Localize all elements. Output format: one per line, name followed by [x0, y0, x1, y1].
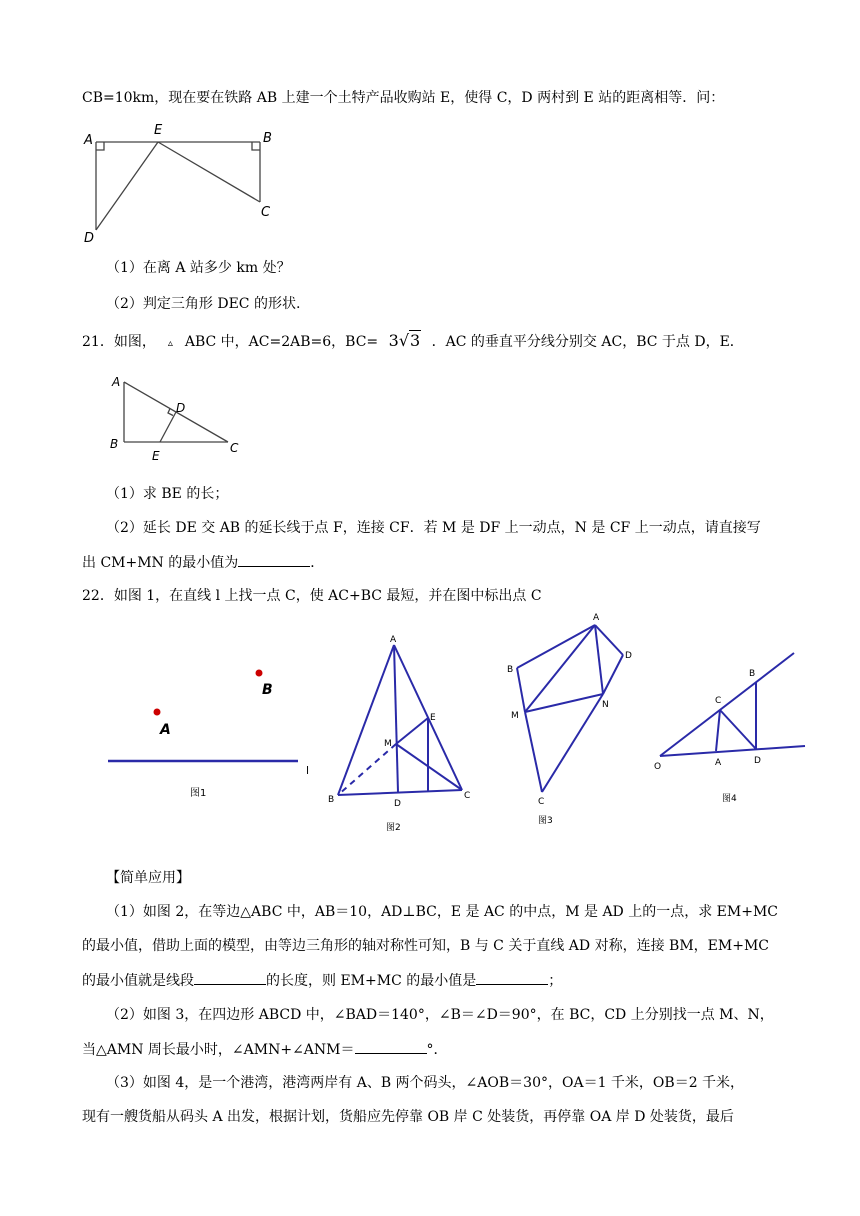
label-M: M: [384, 739, 392, 749]
application-3-cont: 现有一艘货船从码头 A 出发，根据计划，货船应先停靠 OB 岸 C 处装货，再停靠 OA 岸 D 处装货，最后: [82, 1109, 734, 1125]
problem-21-text: [82, 331, 744, 354]
label-C: C: [715, 696, 722, 706]
figure-4: [650, 645, 810, 815]
label-D: D: [84, 231, 95, 246]
q21-rest: ．AC 的垂直平分线分别交 AC，BC 于点 D，E．: [431, 334, 744, 350]
figure-railway-villages: [80, 118, 280, 248]
caption: 图1: [190, 788, 207, 799]
label-B: B: [263, 131, 272, 146]
application-2-text: （2）如图 3，在四边形 ABCD 中，∠BAD＝140°，∠B＝∠D＝90°，在 BC，CD 上分别找一点 M、N，: [106, 1007, 774, 1023]
label-D: D: [176, 401, 186, 415]
label-A: A: [593, 613, 600, 623]
application-1-cont: 的最小值，借助上面的模型，由等边三角形的轴对称性可知，B 与 C 关于直线 AD 对称，连接 BM，EM+MC: [82, 938, 769, 954]
label-M: M: [511, 711, 519, 721]
label-C: C: [230, 441, 239, 455]
triangle-symbol: ▵: [167, 338, 173, 349]
figure-triangle-abc: [104, 370, 254, 465]
label-A: A: [84, 133, 93, 148]
label-B: B: [110, 437, 119, 451]
application-1-blanks: 的最小值就是线段 的长度，则 EM+MC 的最小值是 ；: [82, 970, 562, 991]
section-heading: 【简单应用】: [106, 870, 190, 886]
application-1-text: （1）如图 2，在等边△ABC 中，AB＝10，AD⊥BC，E 是 AC 的中点，M 是 AD 上的一点，求 EM+MC: [106, 904, 779, 920]
label-O: O: [654, 762, 662, 772]
figure-1: [100, 650, 350, 800]
problem-21-part1: （1）求 BE 的长；: [106, 486, 229, 502]
q21-given: ABC 中，AC=2AB=6，BC=: [184, 334, 379, 350]
label-l: l: [306, 764, 310, 777]
label-A: A: [112, 375, 121, 389]
q21-intro: 21．如图，: [82, 334, 156, 350]
label-E: E: [430, 713, 436, 723]
label-D: D: [394, 799, 401, 809]
label-B: B: [507, 665, 514, 675]
label-E: E: [154, 123, 163, 138]
problem-21-part2-cont: 出 CM+MN 的最小值为 ．: [82, 552, 324, 573]
label-C: C: [261, 205, 271, 220]
problem-22-text: 22．如图 1，在直线 l 上找一点 C，使 AC+BC 最短，并在图中标出点 C: [82, 588, 542, 604]
answer-blank-min[interactable]: [476, 970, 548, 985]
application-2-blank: 当△AMN 周长最小时，∠AMN+∠ANM＝ °．: [82, 1039, 448, 1060]
caption: 图2: [386, 823, 401, 833]
caption: 图3: [538, 816, 553, 826]
label-A: A: [160, 722, 171, 738]
figure-2: [324, 630, 484, 835]
label-N: N: [602, 700, 609, 710]
problem-20-part1: （1）在离 A 站多少 km 处？: [106, 260, 291, 276]
answer-blank-segment[interactable]: [194, 970, 266, 985]
label-C: C: [464, 791, 471, 801]
label-B: B: [262, 682, 273, 698]
caption: 图4: [722, 794, 737, 804]
answer-blank-angle[interactable]: [355, 1039, 427, 1054]
label-D: D: [625, 651, 632, 661]
label-A: A: [390, 635, 397, 645]
label-C: C: [538, 797, 545, 807]
problem-21-part2: （2）延长 DE 交 AB 的延长线于点 F，连接 CF．若 M 是 DF 上一动点，N 是 CF 上一动点，请直接写: [106, 520, 761, 536]
label-B: B: [749, 669, 756, 679]
label-D: D: [754, 756, 761, 766]
answer-blank[interactable]: [238, 552, 310, 567]
label-B: B: [328, 795, 335, 805]
label-A: A: [715, 758, 722, 768]
application-3-text: （3）如图 4，是一个港湾，港湾两岸有 A、B 两个码头，∠AOB＝30°，OA＝1 千米，OB＝2 千米，: [106, 1075, 745, 1091]
sqrt-expression: 3√3: [388, 331, 421, 350]
figure-3: [500, 610, 640, 830]
label-E: E: [152, 449, 160, 463]
problem-20-text: CB=10km，现在要在铁路 AB 上建一个土特产品收购站 E，使得 C，D 两村到 E 站的距离相等．问：: [82, 90, 725, 106]
problem-20-part2: （2）判定三角形 DEC 的形状.: [106, 296, 301, 312]
